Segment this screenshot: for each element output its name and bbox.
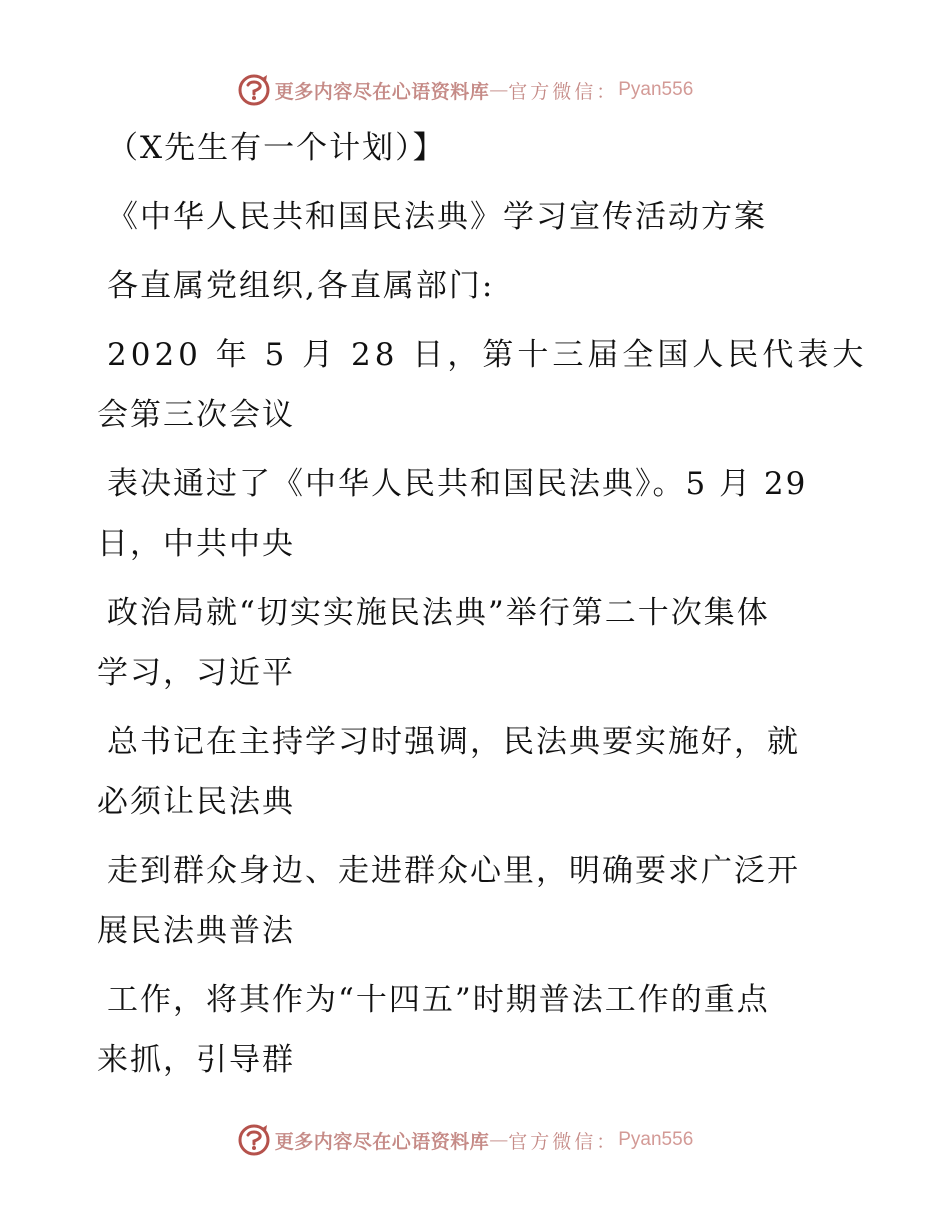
doc-line: 2020 年 5 月 28 日，第十三届全国人民代表大	[107, 337, 868, 373]
watermark-logo-icon	[237, 73, 271, 107]
header-watermark	[0, 70, 950, 110]
doc-line: 总书记在主持学习时强调，民法典要实施好，就	[107, 724, 800, 760]
footer-watermark	[0, 1120, 950, 1160]
watermark-wechat-id: Pyan556	[618, 1129, 694, 1150]
doc-line: 必须让民法典	[97, 784, 295, 820]
watermark-text: 更多内容尽在心语资料库	[274, 1130, 490, 1153]
doc-line: 表决通过了《中华人民共和国民法典》。5 月 29	[107, 466, 808, 502]
doc-line: 工作，将其作为“十四五”时期普法工作的重点	[107, 982, 770, 1018]
watermark-logo-icon	[237, 1123, 271, 1157]
doc-line: 会第三次会议	[97, 397, 295, 433]
doc-line: 政治局就“切实实施民法典”举行第二十次集体	[107, 595, 770, 631]
watermark-text: 更多内容尽在心语资料库	[274, 80, 490, 103]
doc-line: 走到群众身边、走进群众心里，明确要求广泛开	[107, 853, 800, 889]
doc-line-intro: （X先生有一个计划）】	[107, 130, 446, 166]
doc-line: 学习，习近平	[97, 655, 295, 691]
watermark-official-label: 官方微信：	[508, 80, 619, 103]
doc-line: 展民法典普法	[97, 913, 295, 949]
doc-title: 《中华人民共和国民法典》学习宣传活动方案	[107, 199, 767, 235]
doc-salutation: 各直属党组织,各直属部门:	[107, 268, 495, 304]
doc-line: 日，中共中央	[97, 526, 295, 562]
watermark-official-label: 官方微信：	[508, 1130, 619, 1153]
watermark-dash: —	[489, 1129, 509, 1151]
document-body	[97, 118, 868, 1090]
watermark-dash: —	[489, 79, 509, 101]
watermark-wechat-id: Pyan556	[618, 79, 694, 100]
doc-line: 来抓，引导群	[97, 1042, 295, 1078]
